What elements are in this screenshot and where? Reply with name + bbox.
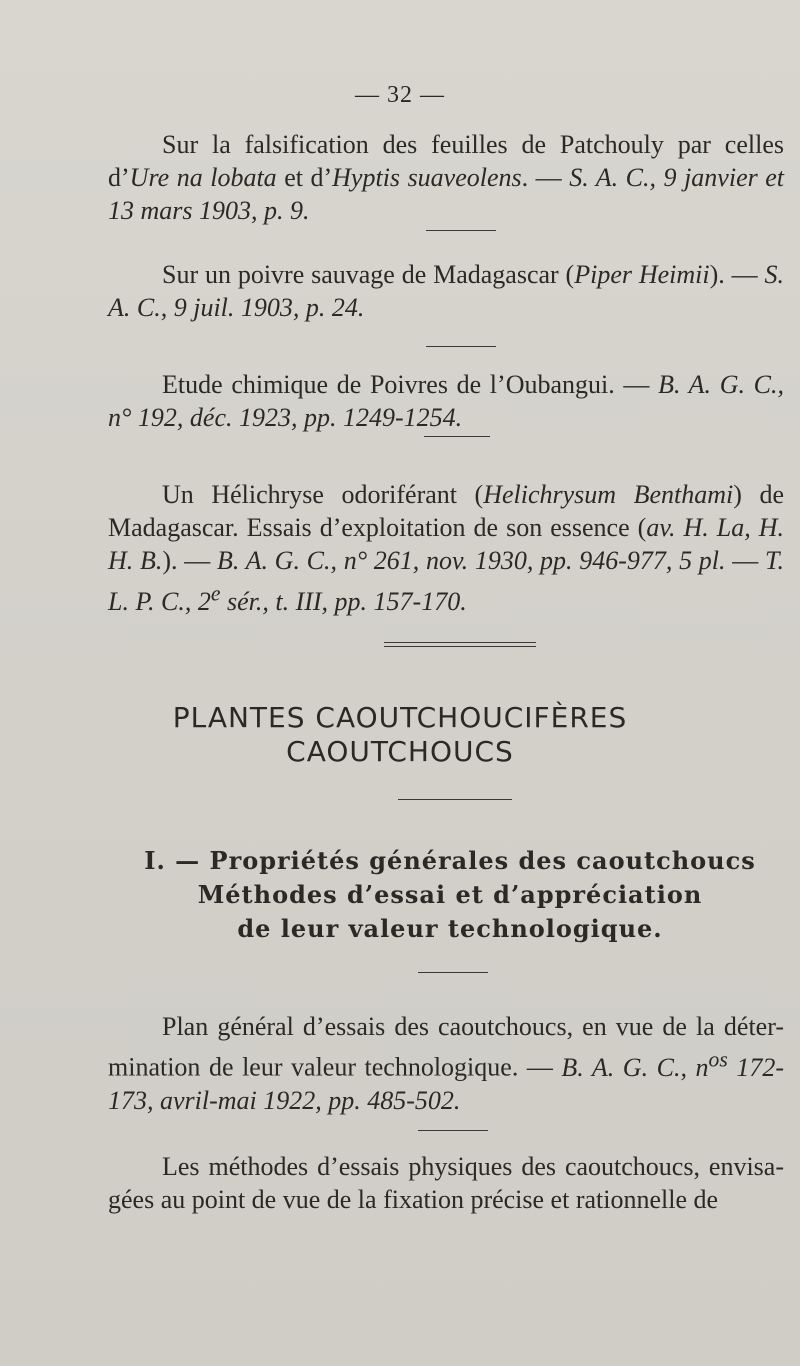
subsection-heading-line3: de leur valeur technologique. (237, 914, 663, 943)
section-heading-line1: PLANTES CAOUTCHOUCIFÈRES (172, 701, 628, 734)
bibliography-entry-methodes-essais: Les méthodes d’essais physiques des caoutchoucs, envisa- gées au point de vue de la fixation précise et rationnelle de (108, 1152, 784, 1214)
bibliography-entry-plan-general: Plan général d’essais des caoutchoucs, en vue de la déter- mination de leur valeur technologique. — B. A. G. C., $n^{os}$ 172- 173, avril-mai 1922, pp. 485-502. (108, 1012, 784, 1115)
separator-rule (426, 346, 496, 347)
separator-rule (398, 799, 512, 800)
section-double-rule (384, 642, 536, 647)
separator-rule (418, 972, 488, 973)
separator-rule (418, 1130, 488, 1131)
subsection-heading-line2: Méthodes d’essai et d’appréciation (197, 880, 703, 909)
section-heading-line2: CAOUTCHOUCS (286, 735, 514, 768)
subsection-heading-line1: I. — Propriétés générales des caoutchoucs (144, 846, 756, 875)
page-number: — 32 — (355, 82, 445, 108)
bibliography-entry-poivres-oubangui: Etude chimique de Poivres de l’Oubangui. — B. A. G. C., n° 192, déc. 1923, pp. 1249-1254. (108, 370, 784, 432)
separator-rule (426, 230, 496, 231)
bibliography-entry-patchouly: Sur la falsification des feuilles de Patchouly par celles d’Ure na lobata et d’Hyptis suaveolens. — S. A. C., 9 janvier et 13 mars 1903, p. 9. (108, 130, 785, 225)
bibliography-entry-poivre-sauvage: Sur un poivre sauvage de Madagascar (Piper Heimii). — S. A. C., 9 juil. 1903, p. 24. (108, 260, 784, 322)
separator-rule (424, 436, 490, 437)
bibliography-entry-helichryse: Un Hélichryse odoriférant (Helichrysum Benthami) de Madagascar. Essais d’exploitation de son essence (av. H. La, H. H. B.). — B. A. G. C., n° 261, nov. 1930, pp. 946-977, 5 pl. — T. L. P. C., 2e sér., t. III, pp. 157-170. (108, 480, 784, 616)
